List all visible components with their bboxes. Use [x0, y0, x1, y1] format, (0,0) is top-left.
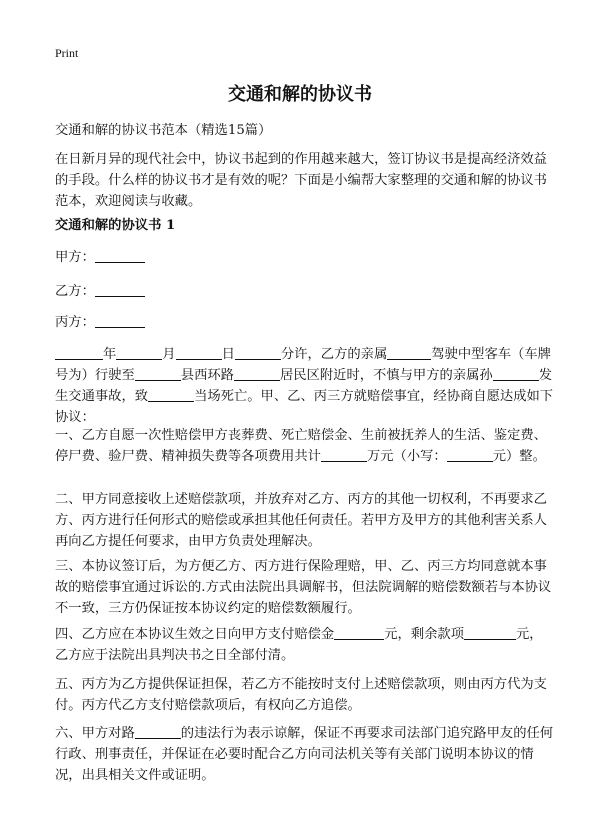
accident-text: 分许，乙方的亲属: [280, 347, 388, 362]
party-c-line: [55, 312, 554, 333]
clause-6-text: 的违法行为表示谅解，保证不再要求司法部门追究路甲友的任何行政、刑事责任，并保证在必要时配合乙方向司法机关等有关部门说明本协议的情况，出具相关文件或证明。: [55, 726, 554, 783]
blank-month: [116, 345, 162, 360]
blank-victim: [493, 366, 539, 381]
accident-text: 年: [103, 347, 117, 362]
clause-6: [55, 723, 554, 786]
accident-text: 日: [221, 347, 235, 362]
clause-4: [55, 624, 554, 666]
clause-4-text: 元，剩余款项: [384, 627, 465, 642]
accident-text: 发生交通事故，致: [55, 368, 553, 404]
clause-1-text: 一、乙方自愿一次性赔偿甲方丧葬费、死亡赔偿金、生前被抚养人的生活、鉴定费、停尸费、验尸费、精神损失费等各项费用共计: [55, 428, 547, 464]
blank-amount-small: [447, 447, 493, 462]
accident-paragraph: [55, 344, 554, 428]
party-c-blank: [95, 313, 145, 328]
clause-2: 二、甲方同意接收上述赔偿款项，并放弃对乙方、丙方的其他一切权利，不再要求乙方、丙方进行任何形式的赔偿或承担其他任何责任。若甲方及甲方的其他利害关系人再向乙方提任何要求，由甲方负责处理解决。: [55, 492, 547, 549]
party-b-label: 乙方：: [55, 284, 95, 299]
party-a-line: [55, 247, 554, 268]
blank-road: [234, 366, 280, 381]
clause-4-text: 元，乙方应于法院出具判决书之日全部付清。: [55, 627, 543, 663]
clause-5: 五、丙方为乙方提供保证担保，若乙方不能按时支付上述赔偿款项，则由丙方代为支付。丙方代乙方支付赔偿款项后，有权向乙方追偿。: [55, 677, 547, 713]
party-c-label: 丙方：: [55, 315, 95, 330]
blank-place: [135, 366, 181, 381]
party-b-line: [55, 281, 554, 302]
accident-text: 驾驶中型客车（车牌号为）行驶至: [55, 347, 551, 383]
blank-road-name: [135, 724, 181, 739]
print-link[interactable]: Print: [55, 46, 79, 60]
blank-remaining: [464, 625, 516, 640]
clause-6-text: 六、甲方对路: [55, 726, 135, 741]
document-subtitle: 交通和解的协议书范本（精选15篇）: [55, 123, 272, 138]
blank-minute: [235, 345, 281, 360]
accident-text: 县西环路: [180, 368, 234, 383]
blank-driver: [387, 345, 431, 360]
clause-1: [55, 425, 554, 467]
section-heading: 交通和解的协议书 1: [55, 218, 176, 233]
intro-paragraph: 在日新月异的现代社会中，协议书起到的作用越来越大，签订协议书是提高经济效益的手段。什么样的协议书才是有效的呢？下面是小编帮大家整理的交通和解的协议书范本，欢迎阅读与收藏。: [55, 152, 547, 209]
blank-amount: [321, 447, 367, 462]
party-b-blank: [95, 282, 145, 297]
party-a-blank: [95, 248, 145, 263]
document-title: 交通和解的协议书: [228, 84, 372, 105]
accident-text: 月: [162, 347, 176, 362]
clause-1-text: 元）整。: [492, 449, 546, 464]
accident-text: 居民区附近时，不慎与甲方的亲属孙: [279, 368, 493, 383]
accident-text: 当场死亡。甲、乙、丙三方就赔偿事宜，经协商自愿达成如下协议：: [55, 389, 554, 425]
blank-deceased: [148, 387, 194, 402]
clause-3: 三、本协议签订后，为方便乙方、丙方进行保险理赔，甲、乙、丙三方均同意就本事故的赔偿事宜通过诉讼的.方式由法院出具调解书，但法院调解的赔偿数额若与本协议不一致，三方仍保证按本协议约定的赔偿数额履行。: [55, 559, 552, 616]
clause-4-text: 四、乙方应在本协议生效之日向甲方支付赔偿金: [55, 627, 335, 642]
blank-year: [55, 345, 103, 360]
party-a-label: 甲方：: [55, 250, 95, 265]
blank-compensation: [334, 625, 384, 640]
blank-day: [176, 345, 222, 360]
clause-1-text: 万元（小写：: [366, 449, 447, 464]
